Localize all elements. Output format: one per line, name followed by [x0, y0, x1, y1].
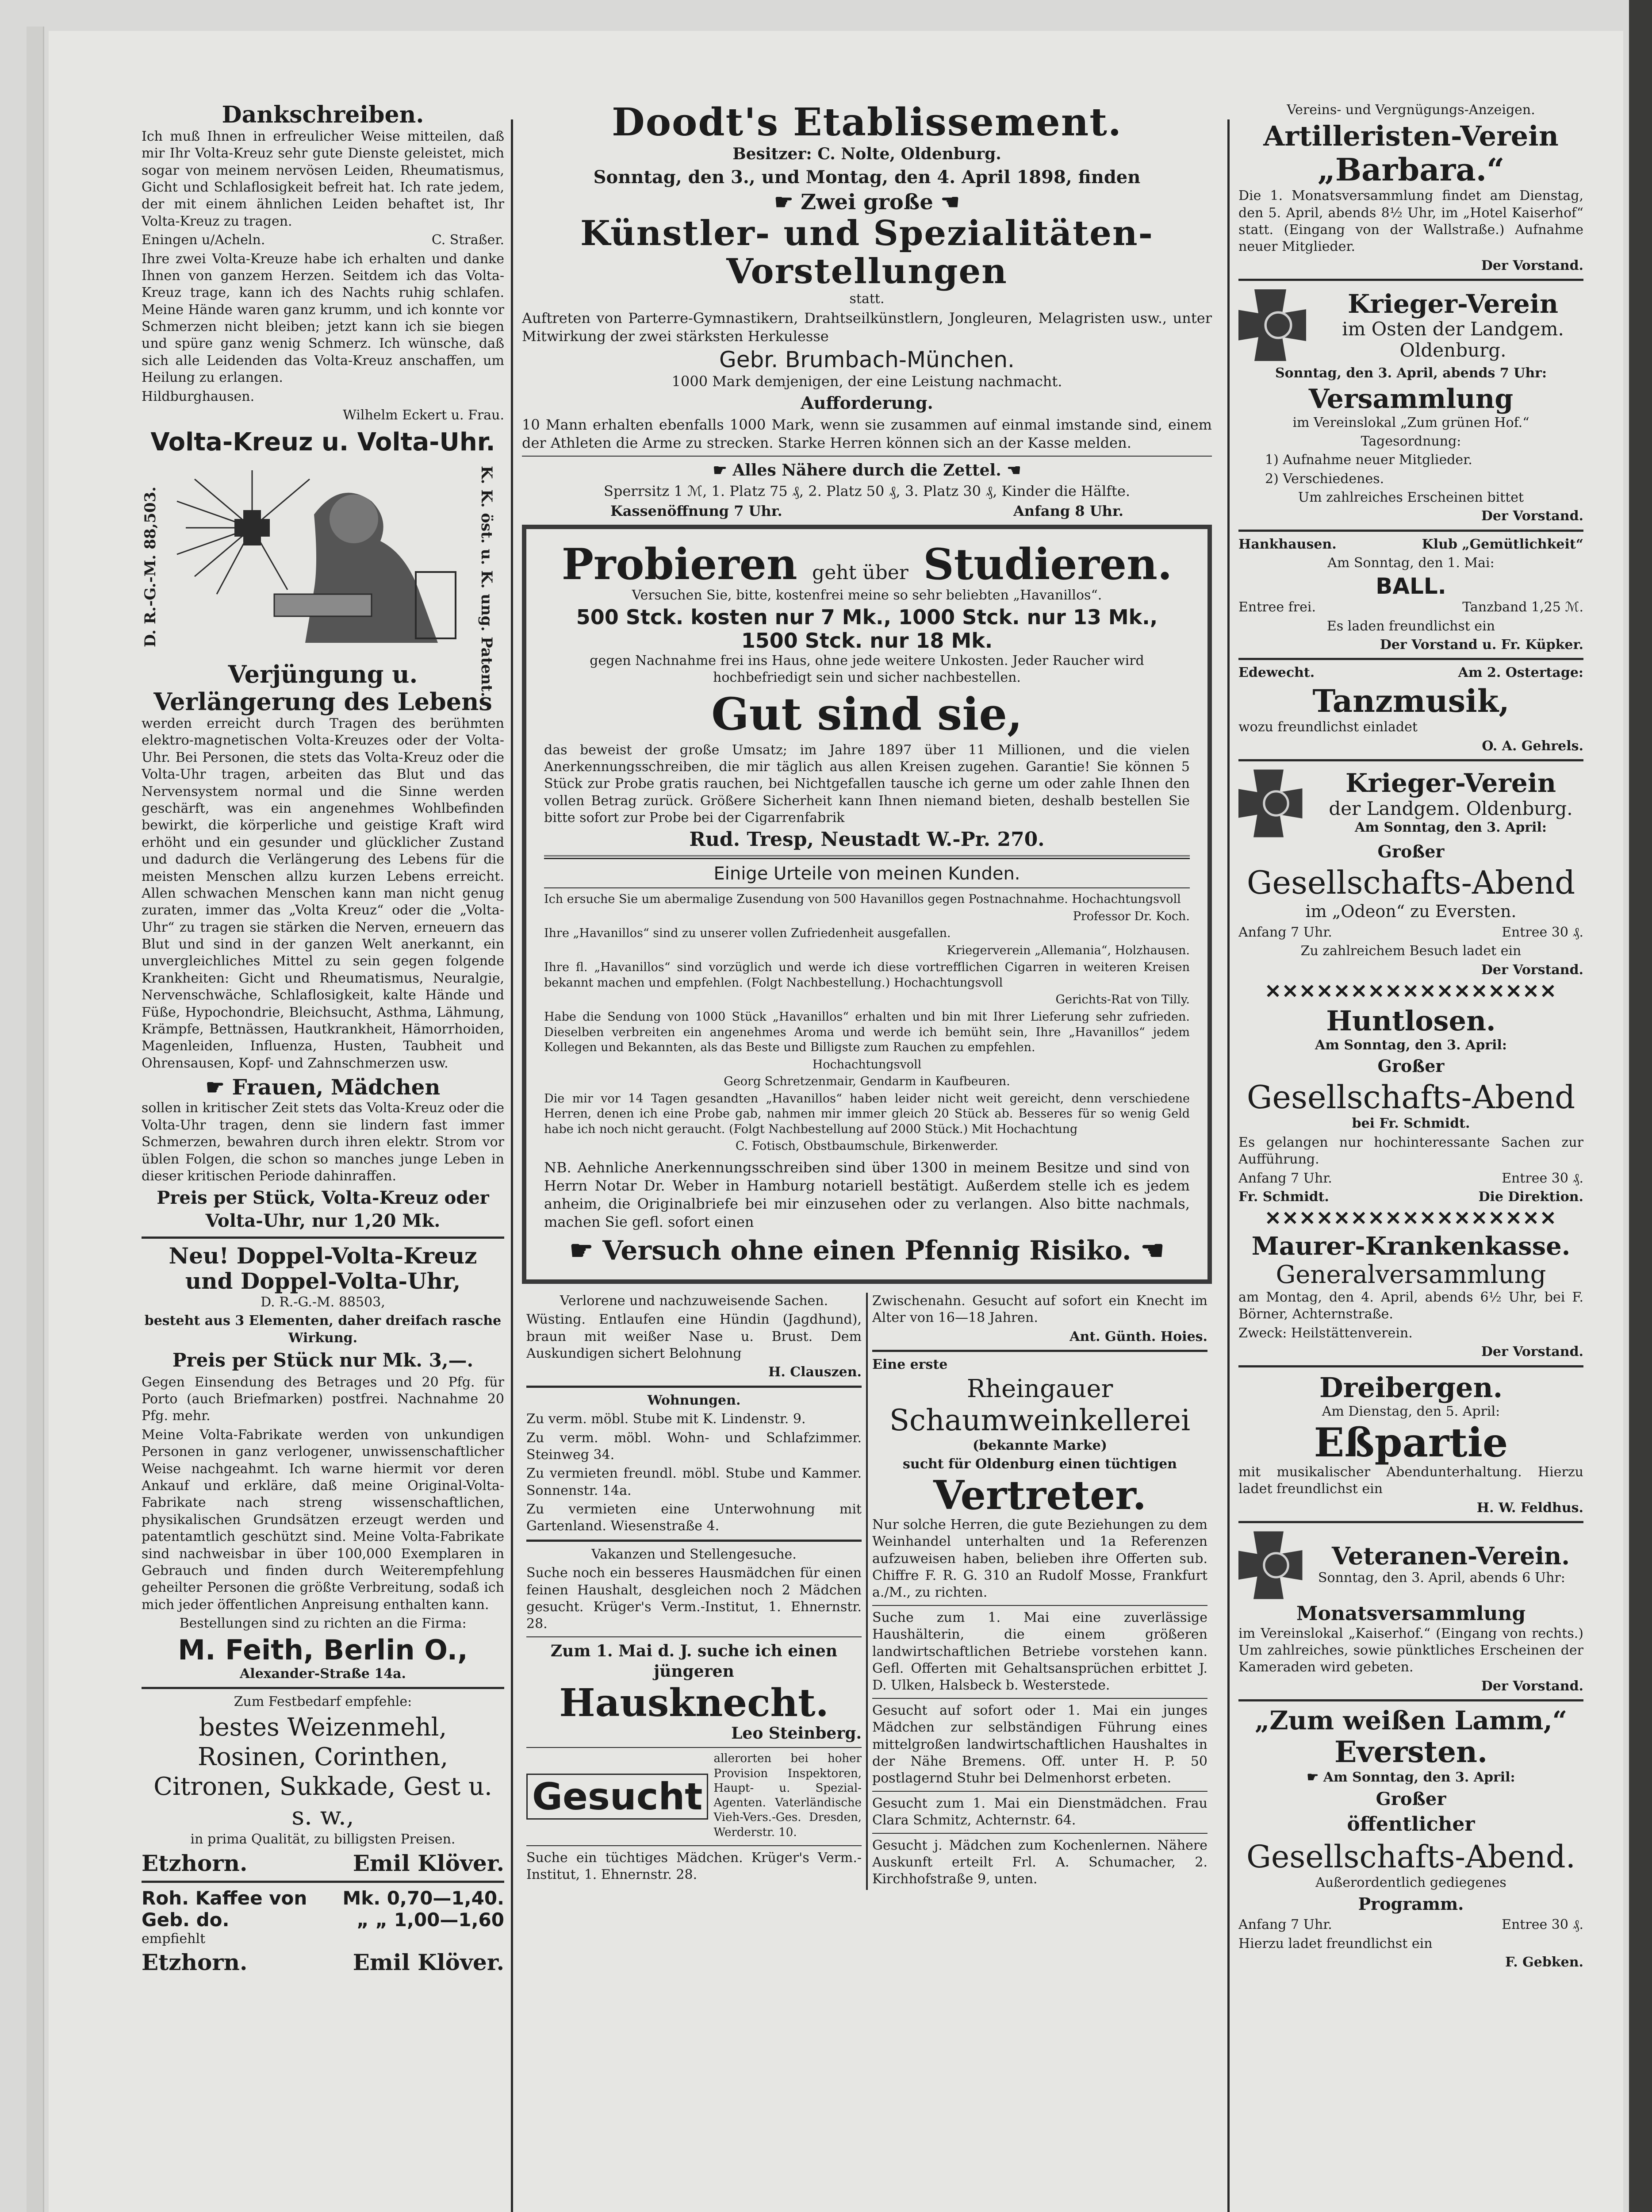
job-2-sign: Leo Steinberg.	[731, 1724, 862, 1743]
estab-title: Doodt's Etablissement.	[612, 100, 1122, 145]
krieg-event: Versammlung	[1308, 383, 1514, 415]
hunt-sign-2: Die Direktion.	[1478, 1189, 1583, 1205]
divider	[526, 1636, 862, 1637]
price-line: Preis per Stück, Volta-Kreuz oder Volta-Uhr, nur 1,20 Mk.	[157, 1187, 489, 1231]
hh-club: Klub „Gemütlichkeit“	[1422, 536, 1583, 552]
lamm-date: ☛ Am Sonntag, den 3. April:	[1307, 1769, 1515, 1785]
kv2-title: Krieger-Verein	[1345, 768, 1556, 799]
vet-event: Monatsversammlung	[1296, 1602, 1526, 1625]
box-price-2: 1500 Stck. nur 18 Mk.	[741, 628, 993, 653]
krieg-ask: Um zahlreiches Erscheinen bittet	[1298, 490, 1524, 506]
divider	[526, 1845, 862, 1846]
hand-pointer-icon: ☚	[1131, 1235, 1165, 1266]
lamm-title: „Zum weißen Lamm,“	[1254, 1705, 1568, 1736]
house-2: Gesucht auf sofort oder 1. Mai ein junges Mädchen zur selbständigen Führung eines mittelgroßen landwirtschaftlichen Haushaltes in der Nähe Bremens. Off. unter H. P. 50 postlagernd Stuhr bei Delmenhorst erbeten.	[872, 1702, 1207, 1786]
db-date: Am Dienstag, den 5. April:	[1322, 1403, 1500, 1419]
art-name: „Barbara.“	[1317, 151, 1505, 188]
factory-text: Meine Volta-Fabrikate werden von unkundigen Personen in ganz verlogener, unwissenschaftlicher Weise nachgeahmt. Ich warne hiermit vor deren Ankauf und erkläre, daß meine Original-Volta-Fabrikate nach streng wissenschaftlichen, physikalischen Grundsätzen erzeugt werden und patentamtlich geschützt sind. Meine Volta-Fabrikate sind nachweisbar in über 100,000 Exemplaren in Gebrauch und finden durch Weiterempfehlung geheilter Personen die größte Verbreitung, sodaß ich mich jeder öffentlichen Anpreisung enthalten kann.	[142, 1427, 504, 1613]
patent-left-vertical: D. R.-G.-M. 88,503.	[142, 486, 159, 647]
ed-sign: O. A. Gehrels.	[1482, 738, 1583, 754]
db-title: Dreibergen.	[1319, 1371, 1503, 1404]
prize: 1000 Mark demjenigen, der eine Leistung nachmacht.	[671, 373, 1062, 390]
kv2-date: Am Sonntag, den 3. April:	[1355, 820, 1547, 836]
opinion-5-sign: C. Fotisch, Obstbaumschule, Birkenwerder.	[735, 1139, 999, 1153]
hand-pointer-icon: ☛	[205, 1075, 232, 1100]
statt: statt.	[849, 291, 885, 307]
thanks-text-2: Ihre zwei Volta-Kreuze habe ich erhalten und danke Ihnen von ganzem Herzen. Seitdem ich das Volta-Kreuz trage, kann ich des Nachts ruhig schlafen. Meine Hände waren ganz krumm, und ich konnte vor Schmerzen nicht bleiben; jetzt kann ich sie biegen und spüre ganz wenig Schmerz. Ich wünsche, daß sich alle Leidenden das Volta-Kreuz anschaffen, um Heilung zu erlangen.	[142, 251, 504, 386]
hh-prices	[1238, 599, 1583, 616]
rhein-a: Rheingauer	[966, 1375, 1113, 1404]
coffee-signature	[142, 1949, 504, 1975]
krieg-header	[1238, 285, 1583, 365]
hunt-entry: Entree 30 ₰.	[1502, 1170, 1583, 1186]
hand-pointer-icon: ☚	[933, 189, 960, 215]
divider	[872, 1698, 1207, 1699]
coffee-row-1	[142, 1887, 504, 1909]
classifieds-right	[866, 1293, 1212, 1890]
hunt-date: Am Sonntag, den 3. April:	[1315, 1037, 1507, 1053]
divider	[1238, 658, 1583, 660]
db-text: mit musikalischer Abendunterhaltung. Hierzu ladet freundlichst ein	[1238, 1464, 1583, 1497]
divider	[1238, 1521, 1583, 1523]
estab-owner: Besitzer: C. Nolte, Oldenburg.	[732, 144, 1001, 163]
double-patent: D. R.-G.-M. 88503,	[261, 1294, 385, 1310]
job-2: Zum 1. Mai d. J. suche ich einen jüngeren	[550, 1641, 838, 1681]
kv2-event: Gesellschafts-Abend	[1246, 864, 1575, 901]
brothers: Gebr. Brumbach-München.	[719, 346, 1015, 373]
ed-invite: wozu freundlichst einladet	[1238, 719, 1418, 735]
flats-title: Wohnungen.	[647, 1392, 741, 1408]
krieg-agenda: Tagesordnung:	[1361, 433, 1461, 449]
mk-sign: Der Vorstand.	[1481, 1344, 1583, 1360]
job-2-title: Hausknecht.	[559, 1680, 829, 1725]
krieg-title: Krieger-Verein	[1347, 288, 1558, 319]
mk-title: Maurer-Krankenkasse.	[1251, 1232, 1571, 1261]
opinion-1: Ich ersuche Sie um abermalige Zusendung von 500 Havanillos gegen Postnachnahme. Hochachtungsvoll	[544, 892, 1181, 906]
opinion-2: Ihre „Havanillos“ sind zu unserer vollen Zufriedenheit ausgefallen.	[544, 926, 951, 941]
divider	[872, 1791, 1207, 1792]
vet-text: Sonntag, den 3. April, abends 6 Uhr:	[1318, 1570, 1565, 1586]
ed-header	[1238, 664, 1583, 681]
coffee-name: Emil Klöver.	[353, 1949, 504, 1976]
hh-entry: Entree frei.	[1238, 599, 1316, 615]
krieg-sub: im Osten der Landgem. Oldenburg.	[1342, 318, 1564, 361]
iron-cross-icon	[1238, 1528, 1314, 1603]
fest-signature	[142, 1850, 504, 1876]
kv2-entry: Entree 30 ₰.	[1502, 925, 1583, 941]
firm-name: M. Feith, Berlin O.,	[178, 1633, 468, 1666]
divider	[526, 1747, 862, 1748]
mk-purpose: Zweck: Heilstättenverein.	[1238, 1325, 1413, 1341]
sought-ad	[526, 1751, 862, 1842]
kv2-header	[1238, 766, 1583, 841]
opinion-2-sign: Kriegerverein „Allemania“, Holzhausen.	[947, 943, 1190, 957]
rhein-text: Nur solche Herren, die gute Beziehungen zu dem Weinhandel unterhalten und 1a Referenzen aufzuweisen haben, belieben ihre Offerten sub. Chiffre F. R. G. 310 an Rudolf Mosse, Frankfurt a./M., zu richten.	[872, 1517, 1207, 1601]
vet-sign: Der Vorstand.	[1481, 1678, 1583, 1694]
krieg-sign: Der Vorstand.	[1481, 508, 1583, 524]
hunt-start: Anfang 7 Uhr.	[1238, 1170, 1332, 1186]
hunt-host: bei Fr. Schmidt.	[1352, 1116, 1470, 1132]
challenge-title: Aufforderung.	[801, 393, 933, 413]
hunt-signs	[1238, 1189, 1583, 1206]
opinion-3-sign: Gerichts-Rat von Tilly.	[1055, 993, 1190, 1007]
more-info: ☛ Alles Nähere durch die Zettel. ☚	[713, 461, 1021, 480]
column-rule-2	[1227, 119, 1230, 2212]
house-1: Suche zum 1. Mai eine zuverlässige Haushälterin, die einem größeren landwirtschaftlichen Betriebe vorstehen kann. Gefl. Offerten mit Gehaltsansprüchen erbittet J. D. Ulken, Halsbeck b. Westerstede.	[872, 1609, 1207, 1694]
youth-title: Verjüngung u. Verlängerung des Lebens	[153, 660, 492, 716]
house-4: Gesucht j. Mädchen zum Kochenlernen. Nähere Auskunft erteilt Frl. A. Schumacher, 2. Kirchhofstraße 9, unten.	[872, 1837, 1207, 1887]
lamm-prog: Programm.	[1358, 1893, 1464, 1914]
lamm-times	[1238, 1916, 1583, 1933]
hh-place: Hankhausen.	[1238, 536, 1337, 552]
kv2-sign: Der Vorstand.	[1481, 962, 1583, 978]
double-title: Neu! Doppel-Volta-Kreuz und Doppel-Volta-Uhr,	[169, 1242, 477, 1294]
divider	[526, 1540, 862, 1542]
lamm-great: Großer	[1376, 1789, 1446, 1810]
hand-pointer-icon: ☛	[569, 1235, 603, 1266]
db-sign: H. W. Feldhus.	[1476, 1500, 1583, 1516]
estab-date: Sonntag, den 3., und Montag, den 4. April 1898, finden	[593, 166, 1141, 188]
lamm-entry: Entree 30 ₰.	[1502, 1917, 1583, 1933]
opinion-4-sign: Georg Schretzenmair, Gendarm in Kaufbeuren.	[724, 1075, 1010, 1089]
flat-2: Zu verm. möbl. Wohn- und Schlafzimmer. Steinweg 34.	[526, 1430, 862, 1463]
coffee-price-1: Mk. 0,70—1,40.	[342, 1887, 504, 1909]
hunt-event: Gesellschafts-Abend	[1246, 1078, 1575, 1116]
times-row	[522, 502, 1212, 520]
house-3: Gesucht zum 1. Mai ein Dienstmädchen. Frau Clara Schmitz, Achternstr. 64.	[872, 1795, 1207, 1828]
zw-text: Zwischenahn. Gesucht auf sofort ein Knecht im Alter von 16—18 Jahren.	[872, 1293, 1207, 1326]
box-intro: Versuchen Sie, bitte, kostenfrei meine so sehr beliebten „Havanillos“.	[632, 587, 1102, 603]
hand-pointer-icon: ☚	[1001, 461, 1021, 480]
ed-place: Edewecht.	[1238, 665, 1315, 681]
job-3: Suche ein tüchtiges Mädchen. Krüger's Verm.-Institut, 1. Ehnernstr. 28.	[526, 1850, 862, 1883]
lost-text: Wüsting. Entlaufen eine Hündin (Jagdhund), braun mit weißer Nase u. Brust. Dem Auskundigen sichert Belohnung	[526, 1312, 862, 1361]
trial-line: ☛ Versuch ohne einen Pfennig Risiko. ☚	[569, 1235, 1165, 1266]
rhein-intro: Eine erste	[872, 1356, 948, 1372]
double-desc: besteht aus 3 Elementen, daher dreifach rasche Wirkung.	[144, 1313, 502, 1346]
krieg-place: im Vereinslokal „Zum grünen Hof.“	[1292, 415, 1529, 430]
divider	[1238, 279, 1583, 281]
divider	[872, 1833, 1207, 1834]
two-great: ☛ Zwei große ☚	[774, 189, 960, 215]
thanks-place: Eningen u/Acheln.	[142, 232, 265, 248]
events-title: Vereins- und Vergnügungs-Anzeigen.	[1287, 102, 1535, 118]
lamm-extra: Außerordentlich gediegenes	[1315, 1875, 1506, 1891]
fest-items: bestes Weizenmehl, Rosinen, Corinthen, Citronen, Sukkade, Gest u. s. w.,	[153, 1713, 492, 1831]
double-price: Preis per Stück nur Mk. 3,—.	[172, 1349, 474, 1371]
divider	[1238, 1699, 1583, 1701]
hand-pointer-icon: ☛	[1307, 1769, 1323, 1785]
coffee-label-2: Geb. do.	[142, 1909, 230, 1931]
opinion-5: Die mir vor 14 Tagen gesandten „Havanillos“ haben leider nicht weit gereicht, denn verschiedene Herren, denen ich eine Probe gab, nahmen mir immer gleich 20 Stück ab. Besseres für so wenig Geld habe ich noch nicht geraucht. (Folgt Nachbestellung auf 2000 Stück.) Mit Hochachtung	[544, 1091, 1190, 1136]
classifieds	[522, 1293, 1212, 1890]
volta-title: Volta-Kreuz u. Volta-Uhr.	[150, 428, 495, 457]
double-text: Gegen Einsendung des Betrages und 20 Pfg. für Porto (auch Briefmarken) postfrei. Nachnahme 20 Pfg. mehr.	[142, 1374, 504, 1424]
flat-4: Zu vermieten eine Unterwohnung mit Gartenland. Wiesenstraße 4.	[526, 1502, 862, 1534]
hh-header	[1238, 536, 1583, 553]
krieg-item-1: 1) Aufnahme neuer Mitglieder.	[1265, 452, 1472, 468]
kv2-times	[1238, 924, 1583, 941]
lamm-place: Eversten.	[1334, 1734, 1488, 1769]
rhein-b: Schaumweinkellerei	[889, 1403, 1191, 1437]
mk-text: am Montag, den 4. April, abends 6½ Uhr, bei F. Börner, Achternstraße.	[1238, 1290, 1583, 1322]
art-title: Artilleristen-Verein	[1263, 120, 1559, 153]
firm-street: Alexander-Straße 14a.	[240, 1666, 406, 1682]
divider	[526, 1386, 862, 1388]
lamm-sign: F. Gebken.	[1505, 1954, 1583, 1970]
hunt-title: Huntlosen.	[1326, 1005, 1496, 1037]
box-proof: das beweist der große Umsatz; im Jahre 1897 über 11 Millionen, und die vielen Anerkennungsschreiben, die mir täglich aus allen Kreisen zugehen. Garantie! Sie können 5 Stück zur Probe gratis rauchen, bei Nichtgefallen tausche ich gerne um oder zahle Ihnen den vollen Betrag zurück. Größere Sicherheit kann Ihnen niemand bieten, deshalb bestellen Sie bitte sofort zur Probe bei der Cigarrenfabrik	[544, 742, 1190, 826]
divider	[522, 456, 1212, 457]
divider	[1238, 530, 1583, 532]
kv2-start: Anfang 7 Uhr.	[1238, 925, 1332, 941]
coffee-row-2	[142, 1909, 504, 1931]
opinions-title: Einige Urteile von meinen Kunden.	[713, 864, 1020, 884]
divider	[142, 1687, 504, 1689]
box-firm: Rud. Tresp, Neustadt W.-Pr. 270.	[689, 828, 1045, 851]
patent-right-vertical: K. K. öst. u. K. ung. Patent.	[478, 465, 495, 697]
ed-date: Am 2. Ostertage:	[1458, 665, 1583, 681]
divider	[1238, 1365, 1583, 1367]
vet-text-2: im Vereinslokal „Kaiserhof.“ (Eingang von rechts.) Um zahlreiches, sowie pünktliches Erscheinen der Kameraden wird gebeten.	[1238, 1625, 1583, 1675]
classifieds-left	[522, 1293, 866, 1890]
scan-left-margin	[27, 27, 44, 2212]
thanks-place-2: Hildburghausen.	[142, 388, 255, 404]
cross-divider: ✕✕✕✕✕✕✕✕✕✕✕✕✕✕✕✕✕	[1265, 1207, 1557, 1230]
flat-3: Zu vermieten freundl. möbl. Stube und Kammer. Sonnenstr. 14a.	[526, 1466, 862, 1498]
divider	[872, 1605, 1207, 1606]
art-text: Die 1. Monatsversammlung findet am Dienstag, den 5. April, abends 8½ Uhr, im „Hotel Kaiserhof“ statt. (Eingang von der Wallstraße.) Aufnahme neuer Mitglieder.	[1238, 188, 1583, 255]
opinion-4: Habe die Sendung von 1000 Stück „Havanillos“ erhalten und bin mit Ihrer Lieferung sehr zufrieden. Dieselben verbreiten ein angenehmes Aroma und werde ich bemüht sein, Ihre „Havanillos“ jedem Kollegen und Bekannten, als das Beste und Billigste zum Rauchen zu empfehlen.	[544, 1010, 1190, 1055]
rhein-e: Vertreter.	[933, 1472, 1146, 1519]
scan-right-edge	[1629, 0, 1652, 2212]
column-rule-1	[511, 119, 513, 2212]
vet-header	[1238, 1528, 1583, 1603]
order-line: Bestellungen sind zu richten an die Firma:	[179, 1616, 467, 1632]
jobs-title: Vakanzen und Stellengesuche.	[591, 1546, 797, 1562]
divider	[142, 1237, 504, 1239]
box-delivery: gegen Nachnahme frei ins Haus, ohne jede weitere Unkosten. Jeder Raucher wird hochbefriedigt sein und sicher nachbestellen.	[590, 653, 1144, 686]
lamm-event: Gesellschafts-Abend.	[1246, 1838, 1575, 1875]
thanks-sign-2: Wilhelm Eckert u. Frau.	[342, 407, 504, 423]
perform-text: Auftreten von Parterre-Gymnastikern, Drahtseilkünstlern, Jongleuren, Melagristen usw., unter Mitwirkung der zwei stärksten Herkulesse	[522, 310, 1212, 345]
hunt-text: Es gelangen nur hochinteressante Sachen zur Aufführung.	[1238, 1134, 1583, 1167]
krieg-item-2: 2) Verschiedenes.	[1265, 471, 1384, 487]
hunt-great: Großer	[1377, 1056, 1445, 1076]
opinion-1-sign: Professor Dr. Koch.	[1073, 909, 1190, 923]
ed-event: Tanzmusik,	[1312, 682, 1510, 719]
divider	[1238, 759, 1583, 761]
lost-sign: H. Clauszen.	[768, 1364, 862, 1380]
nb-text: NB. Aehnliche Anerkennungsschreiben sind über 1300 in meinem Besitze und sind von Herrn Notar Dr. Weber in Hamburg notariell bestätigt. Außerdem stelle ich es jedem anheim, die Originalbriefe bei mir einzusehen oder zu verlangen. Also bitte nachmals, machen Sie gefl. sofort einen	[544, 1159, 1190, 1230]
box-price-1: 500 Stck. kosten nur 7 Mk., 1000 Stck. nur 13 Mk.,	[576, 605, 1158, 630]
begin: Anfang 8 Uhr.	[1013, 502, 1123, 519]
divider	[872, 1350, 1207, 1352]
hh-ball: BALL.	[1376, 573, 1446, 599]
vet-title: Veteranen-Verein.	[1331, 1541, 1570, 1570]
thanks-text: Ich muß Ihnen in erfreulicher Weise mitteilen, daß mir Ihr Volta-Kreuz sehr gute Dienste geleistet, mich sogar von meinem nervösen Leiden, Rheumatismus, Gicht und Schlaflosigkeit befreit hat. Ich rate jedem, der mit einem ähnlichen Leiden behaftet ist, Ihr Volta-Kreuz zu tragen.	[142, 128, 504, 229]
coffee-price-2: „ „ 1,00—1,60	[356, 1909, 504, 1931]
cross-divider: ✕✕✕✕✕✕✕✕✕✕✕✕✕✕✕✕✕	[1265, 980, 1557, 1003]
shows-title: Künstler- und Spezialitäten-Vorstellungen	[580, 213, 1154, 292]
kv2-sub: der Landgem. Oldenburg.	[1329, 798, 1573, 819]
kasse: Kassenöffnung 7 Uhr.	[610, 502, 782, 519]
prices: Sperrsitz 1 ℳ, 1. Platz 75 ₰, 2. Platz 50 ₰, 3. Platz 30 ₰, Kinder die Hälfte.	[603, 483, 1131, 499]
coffee-recommend: empfiehlt	[142, 1931, 206, 1947]
flat-1: Zu verm. möbl. Stube mit K. Lindenstr. 9.	[526, 1411, 806, 1427]
lamm-public: öffentlicher	[1347, 1813, 1475, 1836]
coffee-place: Etzhorn.	[142, 1949, 248, 1976]
fest-place: Etzhorn.	[142, 1850, 248, 1876]
hand-pointer-icon: ☛	[713, 461, 733, 480]
lamm-start: Anfang 7 Uhr.	[1238, 1917, 1332, 1933]
iron-cross-icon	[1238, 766, 1314, 841]
sought-text: allerorten bei hoher Provision Inspektoren, Haupt- u. Spezial-Agenten. Vaterländische Vieh-Vers.-Ges. Dresden, Werderstr. 10.	[713, 1752, 862, 1839]
divider	[544, 887, 1190, 888]
fest-quality: in prima Qualität, zu billigsten Preisen.	[190, 1832, 456, 1847]
sought-title: Gesucht	[526, 1774, 708, 1820]
kv2-ask: Zu zahlreichem Besuch ladet ein	[1300, 943, 1522, 959]
hunt-times	[1238, 1170, 1583, 1187]
rhein-c: (bekannte Marke)	[972, 1437, 1107, 1453]
column-middle	[522, 102, 1212, 1890]
thanks-title: Dankschreiben.	[222, 101, 424, 128]
thanks-name: C. Straßer.	[431, 232, 504, 248]
job-1: Suche noch ein besseres Hausmädchen für einen feinen Haushalt, desgleichen noch 2 Mädchen gesucht. Krüger's Verm.-Institut, 1. Ehnernstr. 28.	[526, 1565, 862, 1632]
krieg-date: Sonntag, den 3. April, abends 7 Uhr:	[1275, 365, 1547, 381]
rhein-d: sucht für Oldenburg einen tüchtigen	[903, 1456, 1177, 1472]
women-text: sollen in kritischer Zeit stets das Volta-Kreuz oder die Volta-Uhr tragen, denn sie lindern fast immer Schmerzen, bewahren durch ihren elektr. Strom vor üblen Folgen, die schon so manches junge Leben in dieser kritischen Periode dahinraffen.	[142, 1100, 504, 1184]
cigar-ad-box	[522, 525, 1212, 1284]
thanks-signature	[142, 232, 504, 249]
iron-cross-icon	[1238, 285, 1318, 365]
hh-sign: Der Vorstand u. Fr. Küpker.	[1380, 637, 1583, 653]
fest-name: Emil Klöver.	[353, 1850, 504, 1876]
lamm-invite: Hierzu ladet freundlichst ein	[1238, 1936, 1433, 1951]
lost-title: Verlorene und nachzuweisende Sachen.	[560, 1293, 828, 1309]
coffee-label-1: Roh. Kaffee von	[142, 1887, 307, 1909]
mk-event: Generalversammlung	[1276, 1260, 1546, 1289]
divider	[544, 855, 1190, 859]
opinion-3: Ihre fl. „Havanillos“ sind vorzüglich und werde ich diese vortrefflichen Cigarren in weiteren Kreisen bekannt machen und empfehlen. (Folgt Nachbestellung.) Hochachtungsvoll	[544, 960, 1190, 990]
column-right	[1238, 102, 1583, 1973]
zw-sign: Ant. Günth. Hoies.	[1069, 1329, 1207, 1344]
hh-date: Am Sonntag, den 1. Mai:	[1327, 555, 1495, 571]
challenge-text: 10 Mann erhalten ebenfalls 1000 Mark, wenn sie zusammen auf einmal imstande sind, einem der Athleten die Arme zu strecken. Starke Herren können sich an der Kasse melden.	[522, 416, 1212, 451]
art-sign: Der Vorstand.	[1481, 257, 1583, 273]
box-title: Probieren geht über Studieren.	[561, 539, 1173, 589]
column-left	[142, 102, 504, 1975]
youth-text: werden erreicht durch Tragen des berühmten elektro-magnetischen Volta-Kreuzes oder der Volta-Uhr. Bei Personen, die stets das Volta-Kreuz oder die Volta-Uhr tragen, arbeiten das Blut und das Nervensystem normal und die Sinne werden geschärft, was ein angenehmes Wohlbefinden bewirkt, die körperliche und geistige Kraft wird erhöht und ein gesunder und glücklicher Zustand und dadurch die Verlängerung des Lebens für die meisten Menschen allzu kurzen Lebens erreicht. Allen schwachen Menschen kann man nicht genug zuraten, immer das „Volta Kreuz“ oder die „Volta-Uhr“ zu tragen sie stärken die Nerven, erneuern das Blut und sind in der ganzen Welt anerkannt, ein unvergleichliches Mittel zu sein gegen folgende Krankheiten: Gicht und Rheumatismus, Neuralgie, Nervenschwäche, Schlaflosigkeit, kalte Hände und Füße, Hypochondrie, Bleichsucht, Asthma, Lähmung, Krämpfe, Bettnässen, Hautkrankheit, Hämorrhoiden, Magenleiden, Influenza, Husten, Taubheit und Ohrensausen, Kopf- und Zahnschmerzen usw.	[142, 716, 504, 1071]
opinion-4-greet: Hochachtungsvoll	[812, 1057, 922, 1071]
hand-pointer-icon: ☛	[774, 189, 801, 215]
volta-cross-figure-icon	[168, 461, 478, 647]
hh-invite: Es laden freundlichst ein	[1326, 618, 1495, 634]
db-event: Eßpartie	[1314, 1419, 1508, 1467]
women-title: ☛ Frauen, Mädchen	[205, 1075, 441, 1100]
divider	[142, 1881, 504, 1883]
kv2-place: im „Odeon“ zu Eversten.	[1305, 902, 1517, 922]
hunt-sign-1: Fr. Schmidt.	[1238, 1189, 1329, 1205]
hh-dance: Tanzband 1,25 ℳ.	[1462, 599, 1583, 615]
fest-intro: Zum Festbedarf empfehle:	[234, 1694, 412, 1710]
box-good: Gut sind sie,	[711, 687, 1023, 740]
kv2-great: Großer	[1377, 841, 1445, 861]
